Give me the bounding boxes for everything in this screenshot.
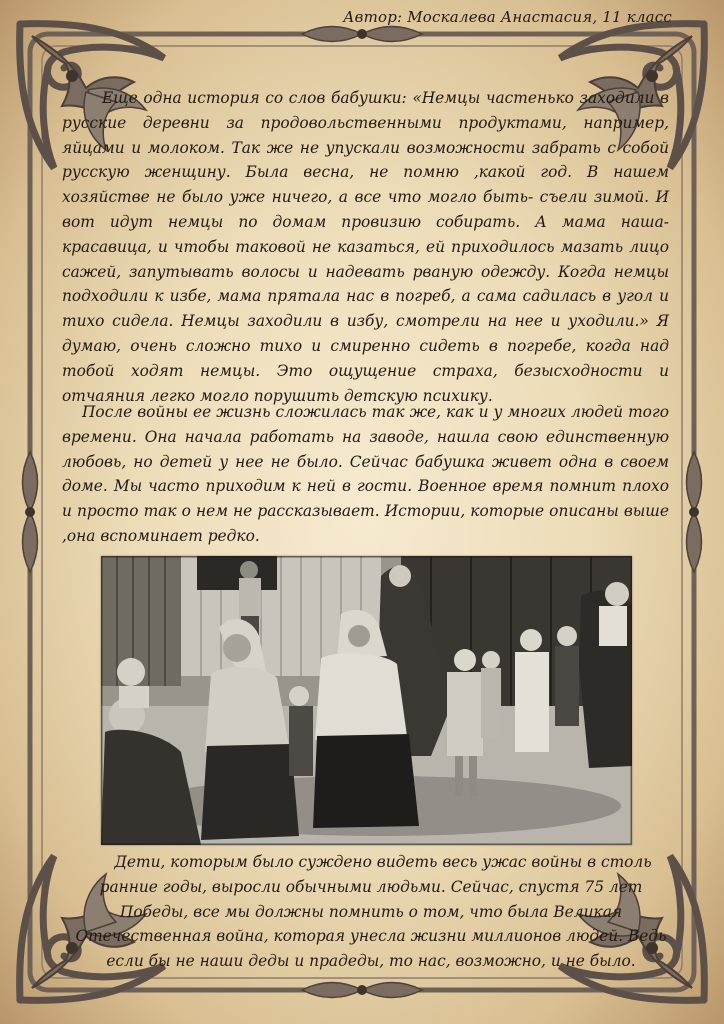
war-children-photo xyxy=(101,556,632,845)
author-line: Автор: Москалева Анастасия, 11 класс xyxy=(343,8,672,26)
closing-paragraph: Дети, которым было суждено видеть весь ужас войны в столь ранние годы, выросли обычными людьми. Сейчас, спустя 75 лет Победы, все мы должны помнить о том, что была Великая Отечественная война, которая унесла жизни миллионов людей. Ведь если бы не наши деды и прадеды, то нас, возможно, и не было. xyxy=(75,853,667,971)
story-paragraph-2: После войны ее жизнь сложилась так же, как и у многих людей того времени. Она начала работать на заводе, нашла свою единственную любовь, но детей у нее не было. Сейчас бабушка живет одна в своем доме. Мы часто приходим к ней в гости. Военное время помнит плохо и просто так о нем не рассказывает. Истории, которые описаны выше ,она вспоминает редко. xyxy=(62,403,669,545)
story-paragraph-1: Еще одна история со слов бабушки: «Немцы частенько заходили в русские деревни за продовольственными продуктами, например, яйцами и молоком. Так же не упускали возможности забрать с собой русскую женщину. Была весна, не помню ,какой год. В нашем хозяйстве не было уже ничего, а все что могло быть- съели зимой. И вот идут немцы по домам провизию собирать. А мама наша- красавица, и чтобы таковой не казаться, ей приходилось мазать лицо сажей, запутывать волосы и надевать рваную одежду. Когда немцы подходили к избе, мама прятала нас в погреб, а сама садилась в угол и тихо сидела. Немцы заходили в избу, смотрели на нее и уходили.» Я думаю, очень сложно тихо и смиренно сидеть в погребе, когда над тобой ходят немцы. Это ощущение страха, безысходности и отчаяния легко могло порушить детскую психику. xyxy=(62,89,669,405)
